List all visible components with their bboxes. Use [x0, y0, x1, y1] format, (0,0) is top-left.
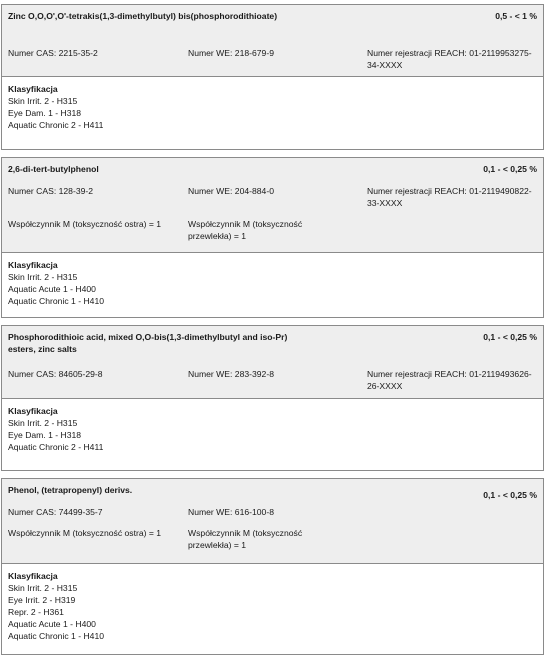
- reach-number: Numer rejestracji REACH: 01-2119493626-26-XXXX: [367, 369, 532, 391]
- component-name: Phosphorodithioic acid, mixed O,O-bis(1,3-dimethylbutyl and iso-Pr) esters, zinc salts: [8, 332, 288, 354]
- classification-title: Klasyfikacja: [8, 571, 58, 581]
- ec-number: Numer WE: 283-392-8: [188, 369, 274, 379]
- component-header: [2, 158, 543, 253]
- component-block: [1, 325, 544, 471]
- m-factor-chronic: Współczynnik M (toksyczność przewlekła) = 1: [188, 219, 303, 241]
- component-concentration: 0,1 - < 0,25 %: [483, 490, 537, 500]
- classification-item: Repr. 2 - H361: [8, 607, 64, 617]
- classification-list: [8, 95, 103, 131]
- classification-item: Aquatic Chronic 1 - H410: [8, 296, 105, 306]
- m-factor-acute: Współczynnik M (toksyczność ostra) = 1: [8, 528, 162, 538]
- classification-item: Aquatic Chronic 1 - H410: [8, 631, 105, 641]
- classification-item: Eye Irrit. 2 - H319: [8, 595, 76, 605]
- m-factor-acute: Współczynnik M (toksyczność ostra) = 1: [8, 219, 162, 229]
- reach-number: Numer rejestracji REACH: 01-2119490822-33-XXXX: [367, 186, 532, 208]
- classification-item: Aquatic Acute 1 - H400: [8, 619, 96, 629]
- classification-list: [8, 582, 104, 642]
- component-name: Phenol, (tetrapropenyl) derivs.: [8, 485, 133, 495]
- component-name: Zinc O,O,O',O'-tetrakis(1,3-dimethylbutyl) bis(phosphorodithioate): [8, 11, 278, 21]
- classification-item: Skin Irrit. 2 - H315: [8, 272, 78, 282]
- classification-item: Skin Irrit. 2 - H315: [8, 418, 78, 428]
- component-concentration: 0,1 - < 0,25 %: [483, 164, 537, 174]
- classification-list: [8, 271, 104, 307]
- classification-item: Aquatic Acute 1 - H400: [8, 284, 96, 294]
- component-header: [2, 326, 543, 399]
- cas-number: Numer CAS: 128-39-2: [8, 186, 94, 196]
- classification-item: Eye Dam. 1 - H318: [8, 108, 82, 118]
- reach-number: Numer rejestracji REACH: 01-2119953275-34-XXXX: [367, 48, 532, 70]
- classification-title: Klasyfikacja: [8, 406, 58, 416]
- cas-number: Numer CAS: 84605-29-8: [8, 369, 103, 379]
- ec-number: Numer WE: 204-884-0: [188, 186, 274, 196]
- component-block: [1, 478, 544, 655]
- cas-number: Numer CAS: 74499-35-7: [8, 507, 103, 517]
- classification-item: Aquatic Chronic 2 - H411: [8, 120, 104, 130]
- component-block: [1, 157, 544, 318]
- component-concentration: 0,1 - < 0,25 %: [483, 332, 537, 342]
- classification-item: Skin Irrit. 2 - H315: [8, 583, 78, 593]
- component-concentration: 0,5 - < 1 %: [495, 11, 537, 21]
- component-header: [2, 5, 543, 77]
- ec-number: Numer WE: 616-100-8: [188, 507, 274, 517]
- ec-number: Numer WE: 218-679-9: [188, 48, 274, 58]
- classification-item: Skin Irrit. 2 - H315: [8, 96, 78, 106]
- component-name: 2,6-di-tert-butylphenol: [8, 164, 99, 174]
- cas-number: Numer CAS: 2215-35-2: [8, 48, 98, 58]
- component-block: [1, 4, 544, 150]
- m-factor-chronic: Współczynnik M (toksyczność przewlekła) = 1: [188, 528, 303, 550]
- classification-title: Klasyfikacja: [8, 84, 58, 94]
- classification-title: Klasyfikacja: [8, 260, 58, 270]
- component-header: [2, 479, 543, 564]
- classification-list: [8, 417, 103, 453]
- classification-item: Eye Dam. 1 - H318: [8, 430, 82, 440]
- classification-item: Aquatic Chronic 2 - H411: [8, 442, 104, 452]
